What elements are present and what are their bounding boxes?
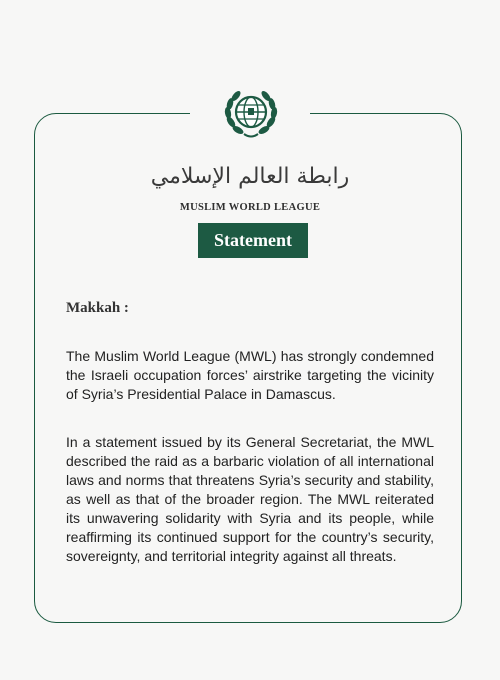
dateline: Makkah : [66,300,129,316]
mwl-globe-logo-icon [222,84,280,142]
statement-badge: Statement [198,223,308,258]
paragraph-2: In a statement issued by its General Secretariat, the MWL described the raid as a barbaric violation of all international laws and norms that threatens Syria’s security and stability, as well as that of the broader region. The MWL reiterated its unwavering solidarity with Syria and its people, while reaffirming its continued support for the country’s security, sovereignty, and territorial integrity against all threats. [66,434,434,564]
english-league-name: MUSLIM WORLD LEAGUE [179,202,321,213]
paragraph-1: The Muslim World League (MWL) has strongly condemned the Israeli occupation forces’ airstrike targeting the vicinity of Syria’s Presidential Palace in Damascus. [66,348,434,402]
arabic-league-name: رابطة العالم الإسلامي [150,164,350,189]
